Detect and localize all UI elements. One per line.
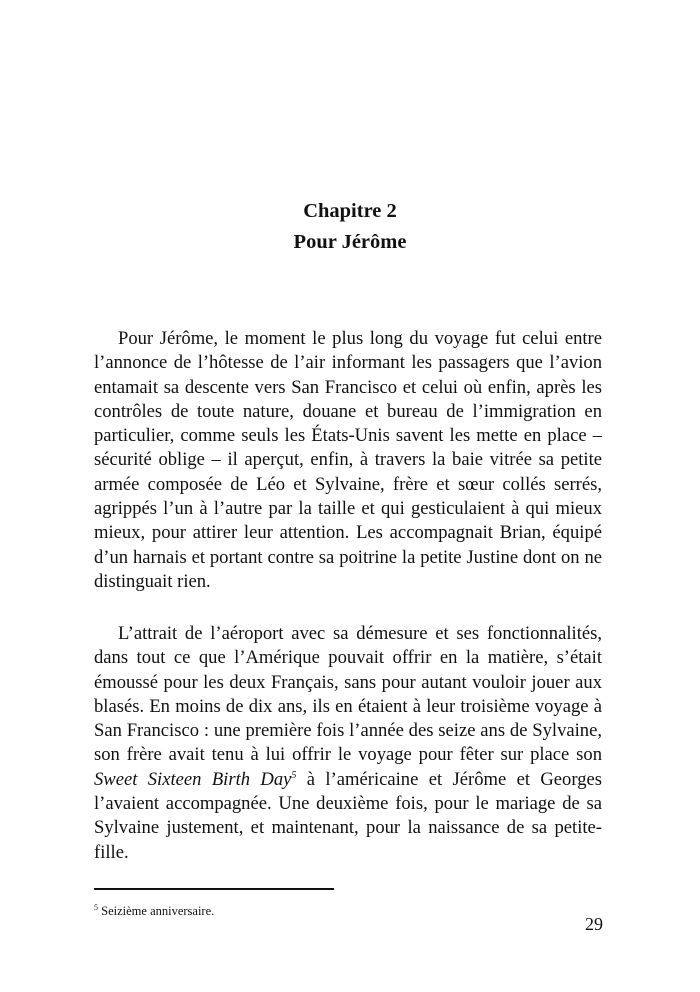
paragraph-2 xyxy=(94,622,602,865)
footnote-text: Seizième anniversaire. xyxy=(98,904,215,918)
paragraph-2-text-end: à l’américaine et Jérôme et Georges l’avaient accompagnée. Une deuxième fois, pour le mariage de sa Sylvaine justement, et maintenant, pour la naissance de sa petite-fille. xyxy=(94,768,603,863)
footnote-divider xyxy=(94,888,334,890)
paragraph-1: Pour Jérôme, le moment le plus long du voyage fut celui entre l’annonce de l’hôtesse de l’air informant les passagers que l’avion entamait sa descente vers San Francisco et celui où enfin, après les contrôles de toute nature, douane et bureau de l’immigration en particulier, comme seuls les États-Unis savent les mette en place – sécurité oblige – il aperçut, enfin, à travers la baie vitrée sa petite armée composée de Léo et Sylvaine, frère et sœur collés serrés, agrippés l’un à l’autre par la taille et qui gesticulaient à qui mieux mieux, pour attirer leur attention. Les accompagnait Brian, équipé d’un harnais et portant contre sa poitrine la petite Justine dont on ne distinguait rien. xyxy=(94,328,602,592)
footnote xyxy=(94,903,214,919)
paragraph-2-italic-phrase: Sweet Sixteen Birth Day xyxy=(94,768,292,790)
chapter-title: Pour Jérôme xyxy=(293,231,407,253)
footnote-reference: 5 xyxy=(291,769,297,781)
chapter-number: Chapitre 2 xyxy=(303,200,397,222)
page-number: 29 xyxy=(585,914,603,934)
footnote-number: 5 xyxy=(94,902,98,912)
paragraph-2-text-start: L’attrait de l’aéroport avec sa démesure et ses fonctionnalités, dans tout ce que l’Amérique pouvait offrir en la matière, s’était émoussé pour les deux Français, sans pour autant vouloir jouer aux blasés. En moins de dix ans, ils en étaient à leur troisième voyage à San Francisco : une première fois l’année des seize ans de Sylvaine, son frère avait tenu à lui offrir le voyage pour fêter sur place son xyxy=(94,623,602,766)
chapter-heading xyxy=(0,196,700,258)
paragraph-2-block xyxy=(94,622,602,865)
paragraph-1-block xyxy=(94,327,602,594)
